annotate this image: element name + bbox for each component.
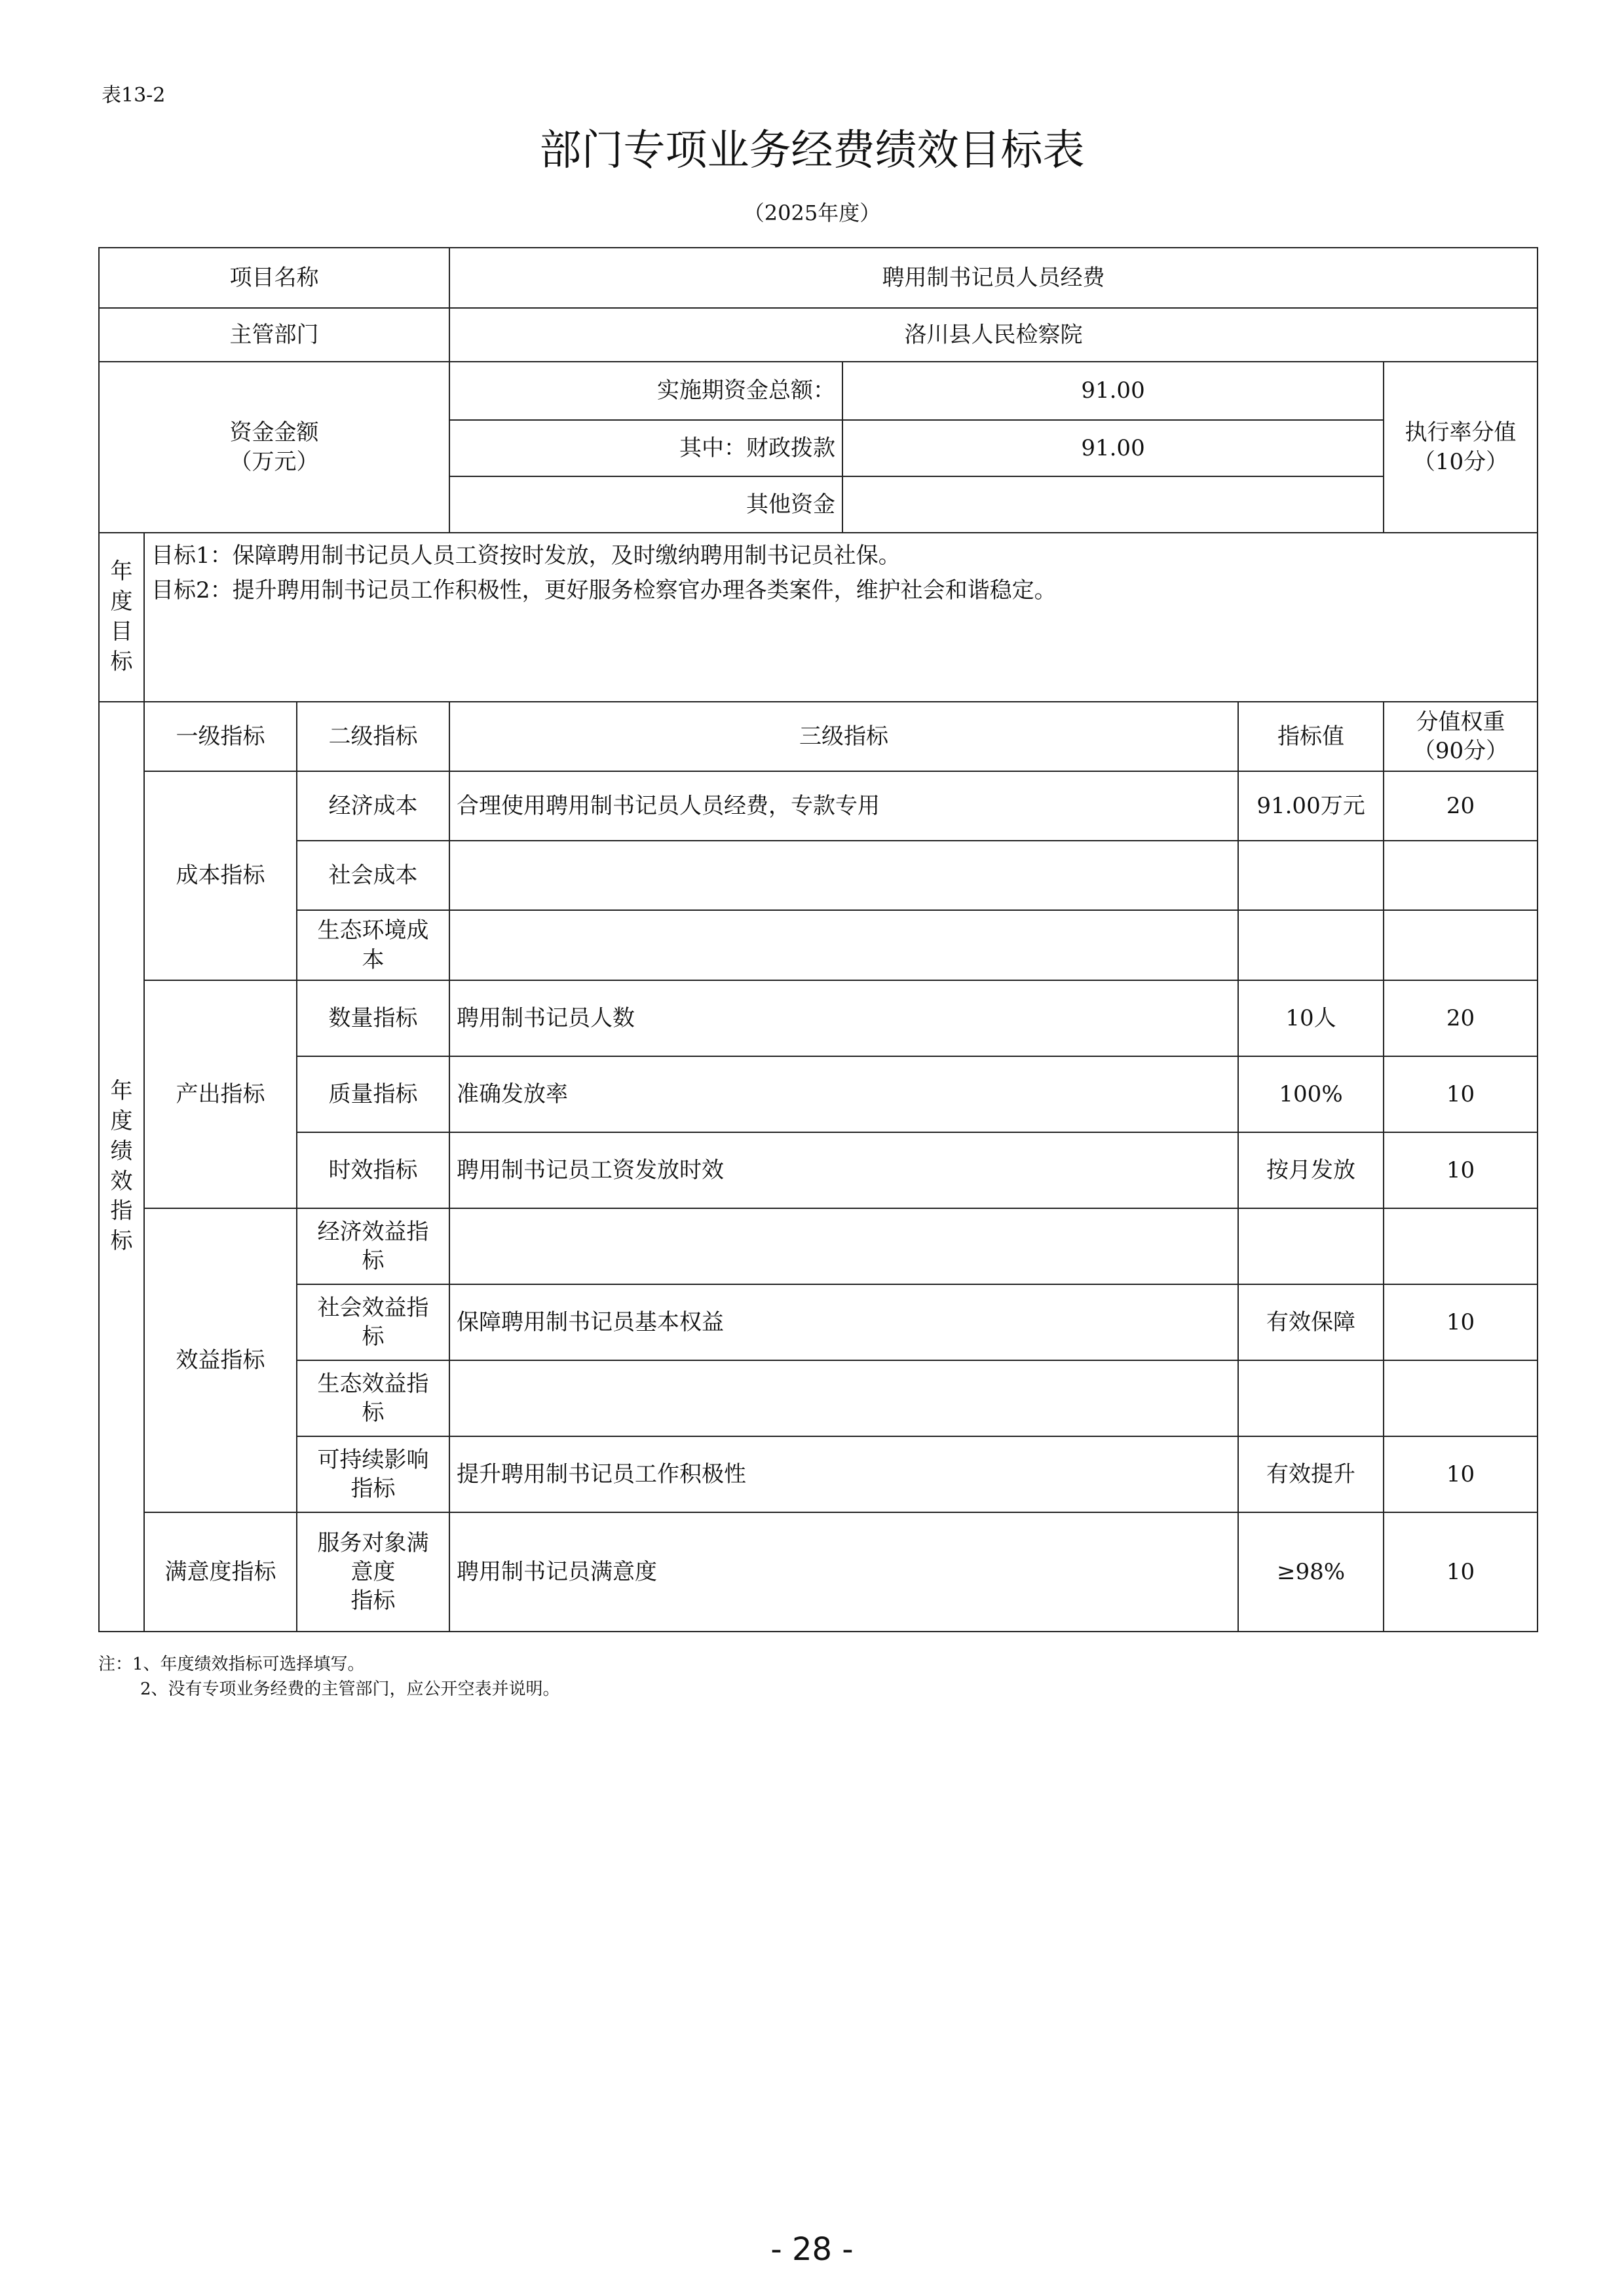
dept-value: 洛川县人民检察院	[449, 308, 1538, 362]
level2-cell: 经济效益指 标	[297, 1208, 449, 1284]
weight-cell: 20	[1384, 771, 1538, 841]
project-name-value: 聘用制书记员人员经费	[449, 248, 1538, 308]
level2-cell: 社会效益指 标	[297, 1284, 449, 1360]
level2-cell: 时效指标	[297, 1132, 449, 1208]
goal-1: 目标1：保障聘用制书记员人员工资按时发放，及时缴纳聘用制书记员社保。	[151, 543, 901, 569]
page-title: 部门专项业务经费绩效目标表	[539, 126, 1085, 175]
level3-cell	[449, 910, 1238, 980]
annual-goal-chars: 年 度 目 标	[110, 558, 133, 675]
level1-output: 产出指标	[144, 980, 297, 1208]
header-weight-cell	[1384, 702, 1538, 771]
level3-cell	[449, 841, 1238, 910]
header-level3: 三级指标	[449, 702, 1238, 771]
header-weight: 分值权重	[1416, 708, 1505, 735]
weight-cell	[1384, 841, 1538, 910]
value-cell: 有效保障	[1238, 1284, 1384, 1360]
value-cell: 100%	[1238, 1056, 1384, 1132]
value-cell	[1238, 1208, 1384, 1284]
level3-cell: 提升聘用制书记员工作积极性	[449, 1436, 1238, 1512]
notes	[98, 1653, 560, 1702]
performance-target-table	[98, 247, 1538, 1632]
total-funds-value: 91.00	[842, 362, 1384, 420]
level2-cell: 数量指标	[297, 980, 449, 1056]
table-row	[99, 910, 1538, 980]
fiscal-funds-label: 其中：财政拨款	[449, 420, 842, 476]
level3-cell	[449, 1360, 1238, 1436]
weight-cell	[1384, 1360, 1538, 1436]
level3-cell: 聘用制书记员人数	[449, 980, 1238, 1056]
table-row	[99, 1208, 1538, 1284]
value-cell: 有效提升	[1238, 1436, 1384, 1512]
table-row	[99, 1056, 1538, 1132]
weight-cell: 10	[1384, 1132, 1538, 1208]
weight-cell: 10	[1384, 1512, 1538, 1632]
fiscal-funds-value: 91.00	[842, 420, 1384, 476]
rate-label: 执行率分值	[1405, 419, 1517, 446]
level2-cell: 服务对象满 意度 指标	[297, 1512, 449, 1632]
funds-unit: （万元）	[229, 448, 319, 475]
level3-cell: 合理使用聘用制书记员人员经费，专款专用	[449, 771, 1238, 841]
level2-cell: 经济成本	[297, 771, 449, 841]
table-row	[99, 1360, 1538, 1436]
level2-cell: 生态效益指 标	[297, 1360, 449, 1436]
weight-cell: 10	[1384, 1284, 1538, 1360]
table-row	[99, 1436, 1538, 1512]
header-level1: 一级指标	[144, 702, 297, 771]
value-cell	[1238, 910, 1384, 980]
note-2: 2、没有专项业务经费的主管部门，应公开空表并说明。	[140, 1679, 560, 1699]
value-cell: ≥98%	[1238, 1512, 1384, 1632]
dept-label: 主管部门	[99, 308, 449, 362]
header-level2: 二级指标	[297, 702, 449, 771]
weight-cell: 20	[1384, 980, 1538, 1056]
level1-satisfaction: 满意度指标	[144, 1512, 297, 1632]
header-value: 指标值	[1238, 702, 1384, 771]
level3-cell	[449, 1208, 1238, 1284]
value-cell	[1238, 1360, 1384, 1436]
level2-cell: 质量指标	[297, 1056, 449, 1132]
level3-cell: 准确发放率	[449, 1056, 1238, 1132]
year-label: （2025年度）	[743, 201, 881, 225]
goal-2: 目标2：提升聘用制书记员工作积极性，更好服务检察官办理各类案件，维护社会和谐稳定。	[151, 577, 1057, 603]
annual-goal-text	[144, 533, 1538, 702]
page-number: - 28 -	[770, 2231, 854, 2268]
rate-cell	[1384, 362, 1538, 533]
table-row	[99, 771, 1538, 841]
level1-benefit: 效益指标	[144, 1208, 297, 1512]
value-cell: 91.00万元	[1238, 771, 1384, 841]
level3-cell: 保障聘用制书记员基本权益	[449, 1284, 1238, 1360]
value-cell: 按月发放	[1238, 1132, 1384, 1208]
table-row	[99, 1284, 1538, 1360]
other-funds-label: 其他资金	[449, 476, 842, 533]
table-row	[99, 1512, 1538, 1632]
weight-cell	[1384, 1208, 1538, 1284]
table-code: 表13-2	[102, 84, 166, 107]
level2-cell: 可持续影响 指标	[297, 1436, 449, 1512]
funds-label-cell	[99, 362, 449, 533]
level2-cell: 社会成本	[297, 841, 449, 910]
table-row	[99, 841, 1538, 910]
level3-cell: 聘用制书记员工资发放时效	[449, 1132, 1238, 1208]
annual-goal-label	[99, 533, 144, 702]
weight-cell: 10	[1384, 1056, 1538, 1132]
level2-cell: 生态环境成 本	[297, 910, 449, 980]
weight-cell: 10	[1384, 1436, 1538, 1512]
value-cell: 10人	[1238, 980, 1384, 1056]
table-row	[99, 980, 1538, 1056]
indicator-side-label	[99, 702, 144, 1632]
note-1: 注：1、年度绩效指标可选择填写。	[98, 1655, 365, 1674]
level3-cell: 聘用制书记员满意度	[449, 1512, 1238, 1632]
rate-score: （10分）	[1412, 448, 1509, 475]
total-funds-label: 实施期资金总额：	[449, 362, 842, 420]
header-weight-sub: （90分）	[1412, 738, 1509, 764]
weight-cell	[1384, 910, 1538, 980]
value-cell	[1238, 841, 1384, 910]
other-funds-value	[842, 476, 1384, 533]
funds-label: 资金金额	[229, 419, 319, 446]
project-name-label: 项目名称	[99, 248, 449, 308]
indicator-side-chars: 年 度 绩 效 指 标	[110, 1077, 133, 1255]
table-row	[99, 1132, 1538, 1208]
level1-cost: 成本指标	[144, 771, 297, 980]
